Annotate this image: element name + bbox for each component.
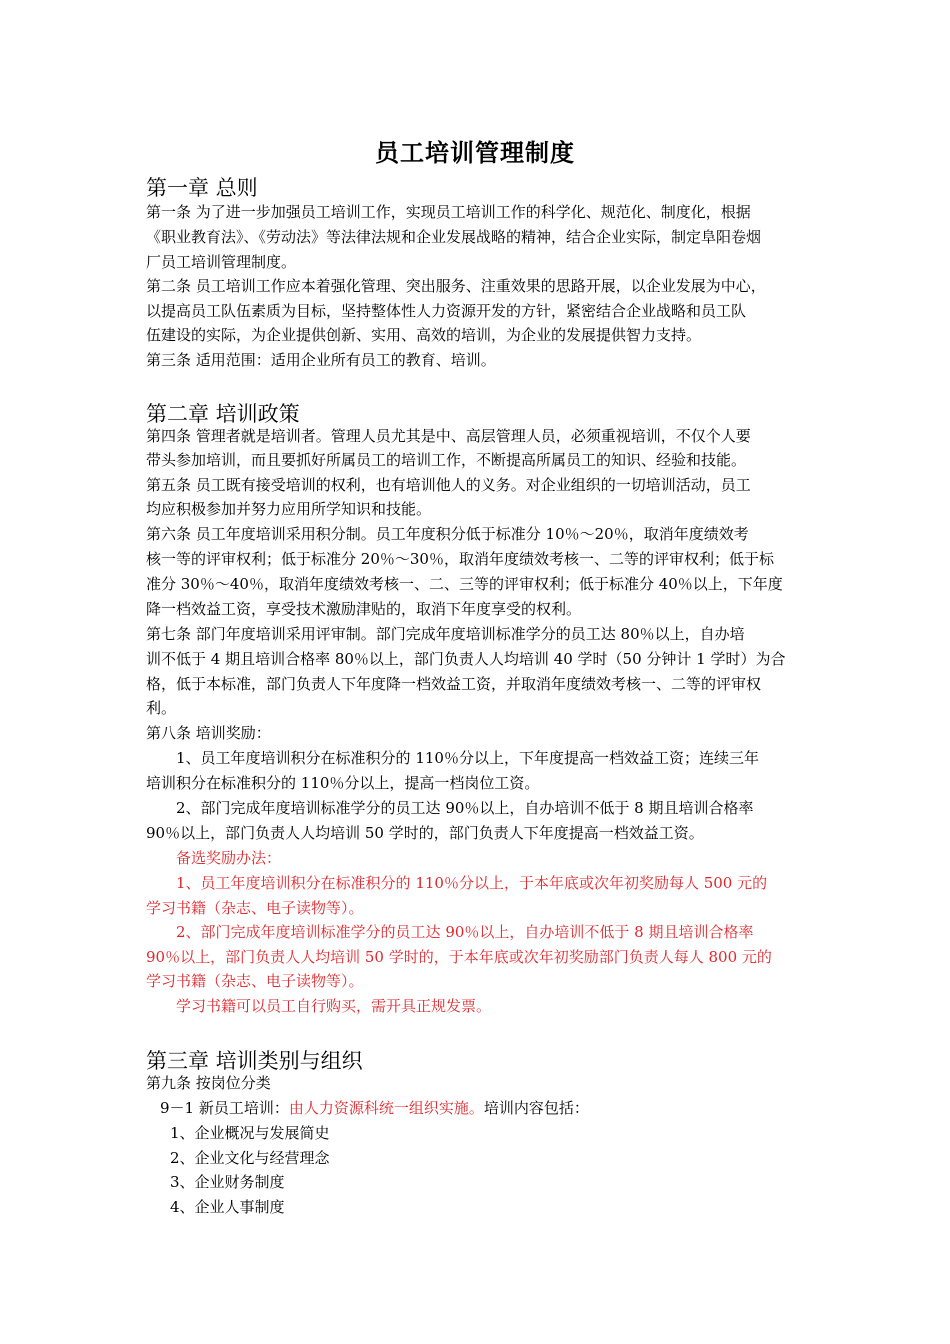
paragraph-line: 伍建设的实际，为企业提供创新、实用、高效的培训，为企业的发展提供智力支持。 [146,326,702,344]
highlighted-line: 2、部门完成年度培训标准学分的员工达 90％以上，自办培训不低于 8 期且培训合格率 [176,923,754,941]
highlighted-line: 学习书籍可以员工自行购买，需开具正规发票。 [176,997,492,1015]
chapter-heading: 第一章 总则 [146,176,258,200]
list-item: 3、企业财务制度 [170,1173,285,1191]
paragraph-line: 格，低于本标准，部门负责人下年度降一档效益工资，并取消年度绩效考核一、二等的评审权 [146,675,762,693]
highlighted-line: 1、员工年度培训积分在标准积分的 110％分以上，于本年底或次年初奖励每人 500 元的 [176,874,768,892]
list-item: 4、企业人事制度 [170,1198,285,1216]
document-title: 员工培训管理制度 [375,139,575,167]
highlighted-text: 由人力资源科统一组织实施。 [288,1099,484,1117]
paragraph-line: 第二条 员工培训工作应本着强化管理、突出服务、注重效果的思路开展，以企业发展为中心， [146,277,766,295]
highlighted-line: 备选奖励办法： [176,849,282,867]
paragraph-line: 第一条 为了进一步加强员工培训工作，实现员工培训工作的科学化、规范化、制度化，根据 [146,203,751,221]
paragraph-line: 第九条 按岗位分类 [146,1074,271,1092]
paragraph-line: 第五条 员工既有接受培训的权利，也有培训他人的义务。对企业组织的一切培训活动，员工 [146,476,751,494]
item-label: 9－1 新员工培训： [160,1099,289,1117]
paragraph-line: 以提高员工队伍素质为目标，坚持整体性人力资源开发的方针，紧密结合企业战略和员工队 [146,302,747,320]
paragraph-line: 第三条 适用范围：适用企业所有员工的教育、培训。 [146,351,496,369]
paragraph-line: 厂员工培训管理制度。 [146,253,297,271]
paragraph-line: 90％以上，部门负责人人均培训 50 学时的，部门负责人下年度提高一档效益工资。 [146,824,704,842]
paragraph-line: 核一等的评审权利；低于标准分 20％～30％，取消年度绩效考核一、二等的评审权利；低于标 [146,550,774,568]
highlighted-line: 学习书籍（杂志、电子读物等）。 [146,972,364,990]
chapter-heading: 第三章 培训类别与组织 [146,1049,363,1073]
paragraph-line: 第七条 部门年度培训采用评审制。部门完成年度培训标准学分的员工达 80％以上，自办培 [146,625,745,643]
paragraph-line: 均应积极参加并努力应用所学知识和技能。 [146,500,432,518]
paragraph-line: 第四条 管理者就是培训者。管理人员尤其是中、高层管理人员，必须重视培训，不仅个人要 [146,427,751,445]
list-item: 1、企业概况与发展简史 [170,1124,330,1142]
highlighted-line: 学习书籍（杂志、电子读物等）。 [146,899,364,917]
highlighted-line: 90％以上，部门负责人人均培训 50 学时的，于本年底或次年初奖励部门负责人每人 800 元的 [146,948,772,966]
paragraph-line: 第八条 培训奖励： [146,724,271,742]
paragraph-line: 1、员工年度培训积分在标准积分的 110％分以上，下年度提高一档效益工资；连续三年 [176,749,759,767]
paragraph-line: 《职业教育法》、《劳动法》等法律法规和企业发展战略的精神，结合企业实际，制定阜阳卷烟 [146,228,762,246]
paragraph-line: 准分 30％～40％，取消年度绩效考核一、二、三等的评审权利；低于标准分 40％以上，下年度 [146,575,783,593]
paragraph-line: 训不低于 4 期且培训合格率 80％以上，部门负责人人均培训 40 学时（50 分钟计 1 学时）为合 [146,650,786,668]
paragraph-line: 带头参加培训，而且要抓好所属员工的培训工作，不断提高所属员工的知识、经验和技能。 [146,451,747,469]
paragraph-line: 利。 [146,699,177,717]
paragraph-line: 2、部门完成年度培训标准学分的员工达 90％以上，自办培训不低于 8 期且培训合格率 [176,799,754,817]
paragraph-line: 第六条 员工年度培训采用积分制。员工年度积分低于标准分 10％～20％，取消年度绩效考 [146,525,749,543]
item-text: 培训内容包括： [483,1099,589,1117]
paragraph-line: 降一档效益工资，享受技术激励津贴的，取消下年度享受的权利。 [146,600,582,618]
paragraph-line [160,1096,589,1120]
list-item: 2、企业文化与经营理念 [170,1149,330,1167]
paragraph-line: 培训积分在标准积分的 110％分以上，提高一档岗位工资。 [146,774,540,792]
chapter-heading: 第二章 培训政策 [146,402,300,426]
